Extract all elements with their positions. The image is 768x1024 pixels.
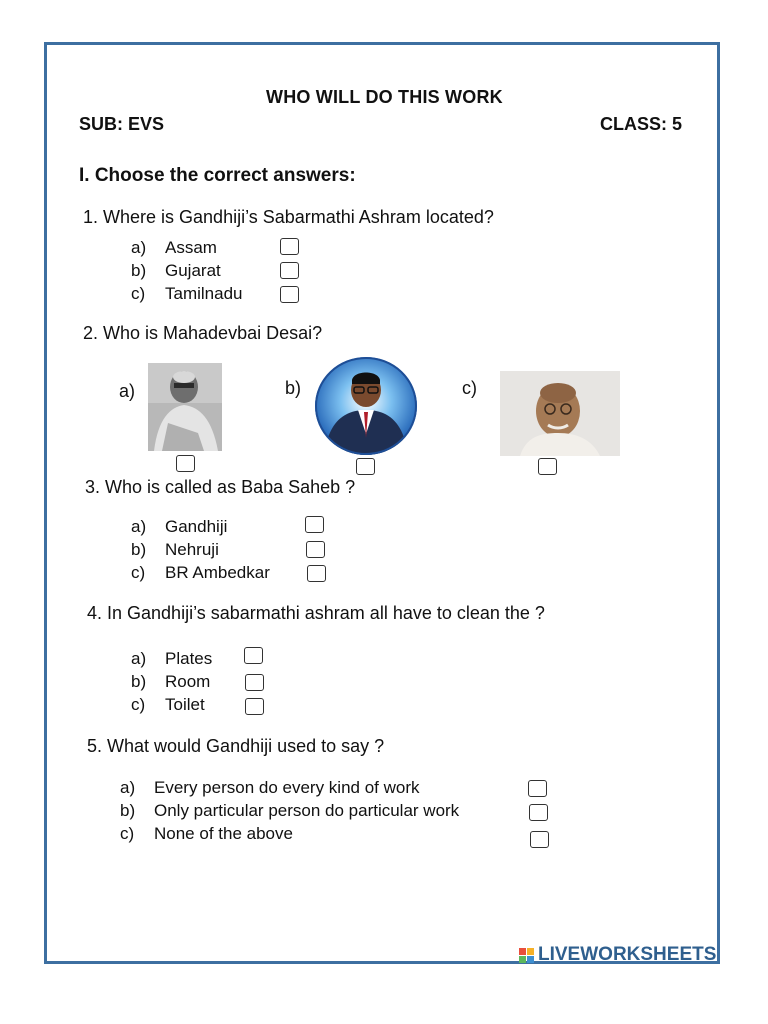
q2-option-a-label: a) (119, 381, 136, 401)
portrait-photo-b (314, 356, 418, 456)
q1-checkbox-a[interactable] (280, 238, 299, 255)
worksheet-title: WHO WILL DO THIS WORK (266, 87, 503, 107)
q4-option-b: b) Room (131, 672, 211, 691)
subject-label: SUB: EVS (79, 114, 165, 134)
q2-option-c-label: c) (462, 378, 477, 398)
q5-checkbox-a[interactable] (528, 780, 547, 797)
liveworksheets-logo-text: LIVEWORKSHEETS (538, 944, 717, 965)
question-3: 3. Who is called as Baba Saheb ? (85, 477, 356, 497)
question-5: 5. What would Gandhiji used to say ? (87, 736, 385, 756)
q2-checkbox-c[interactable] (538, 458, 557, 475)
question-2: 2. Who is Mahadevbai Desai? (83, 323, 323, 343)
question-4: 4. In Gandhiji’s sabarmathi ashram all have to clean the ? (87, 603, 545, 623)
q4-checkbox-a[interactable] (244, 647, 263, 664)
portrait-a-image (148, 363, 222, 451)
q1-option-b: b) Gujarat (131, 261, 221, 280)
portrait-photo-c (500, 371, 620, 456)
q4-option-c: c) Toilet (131, 695, 205, 714)
q3-option-b: b) Nehruji (131, 540, 219, 559)
liveworksheets-logo-icon (519, 948, 534, 963)
q3-checkbox-b[interactable] (306, 541, 325, 558)
q2-option-b-label: b) (285, 378, 302, 398)
q2-checkbox-b[interactable] (356, 458, 375, 475)
question-1: 1. Where is Gandhiji’s Sabarmathi Ashram located? (83, 207, 494, 227)
q5-option-a: a) Every person do every kind of work (120, 778, 420, 797)
q4-checkbox-b[interactable] (245, 674, 264, 691)
q1-option-a: a) Assam (131, 238, 217, 257)
class-label: CLASS: 5 (600, 114, 683, 134)
q4-option-a: a) Plates (131, 649, 213, 668)
q3-checkbox-a[interactable] (305, 516, 324, 533)
q5-option-c: c) None of the above (120, 824, 293, 843)
portrait-b-image (314, 356, 418, 456)
q3-checkbox-c[interactable] (307, 565, 326, 582)
q5-checkbox-c[interactable] (530, 831, 549, 848)
section-heading: I. Choose the correct answers: (79, 165, 356, 186)
q2-checkbox-a[interactable] (176, 455, 195, 472)
liveworksheets-logo (519, 944, 716, 966)
q3-option-a: a) Gandhiji (131, 517, 228, 536)
q5-checkbox-b[interactable] (529, 804, 548, 821)
q1-checkbox-b[interactable] (280, 262, 299, 279)
portrait-c-image (500, 371, 620, 456)
q5-option-b: b) Only particular person do particular work (120, 801, 460, 820)
portrait-photo-a (148, 363, 222, 451)
q3-option-c: c) BR Ambedkar (131, 563, 270, 582)
q1-checkbox-c[interactable] (280, 286, 299, 303)
q1-option-c: c) Tamilnadu (131, 284, 243, 303)
q4-checkbox-c[interactable] (245, 698, 264, 715)
